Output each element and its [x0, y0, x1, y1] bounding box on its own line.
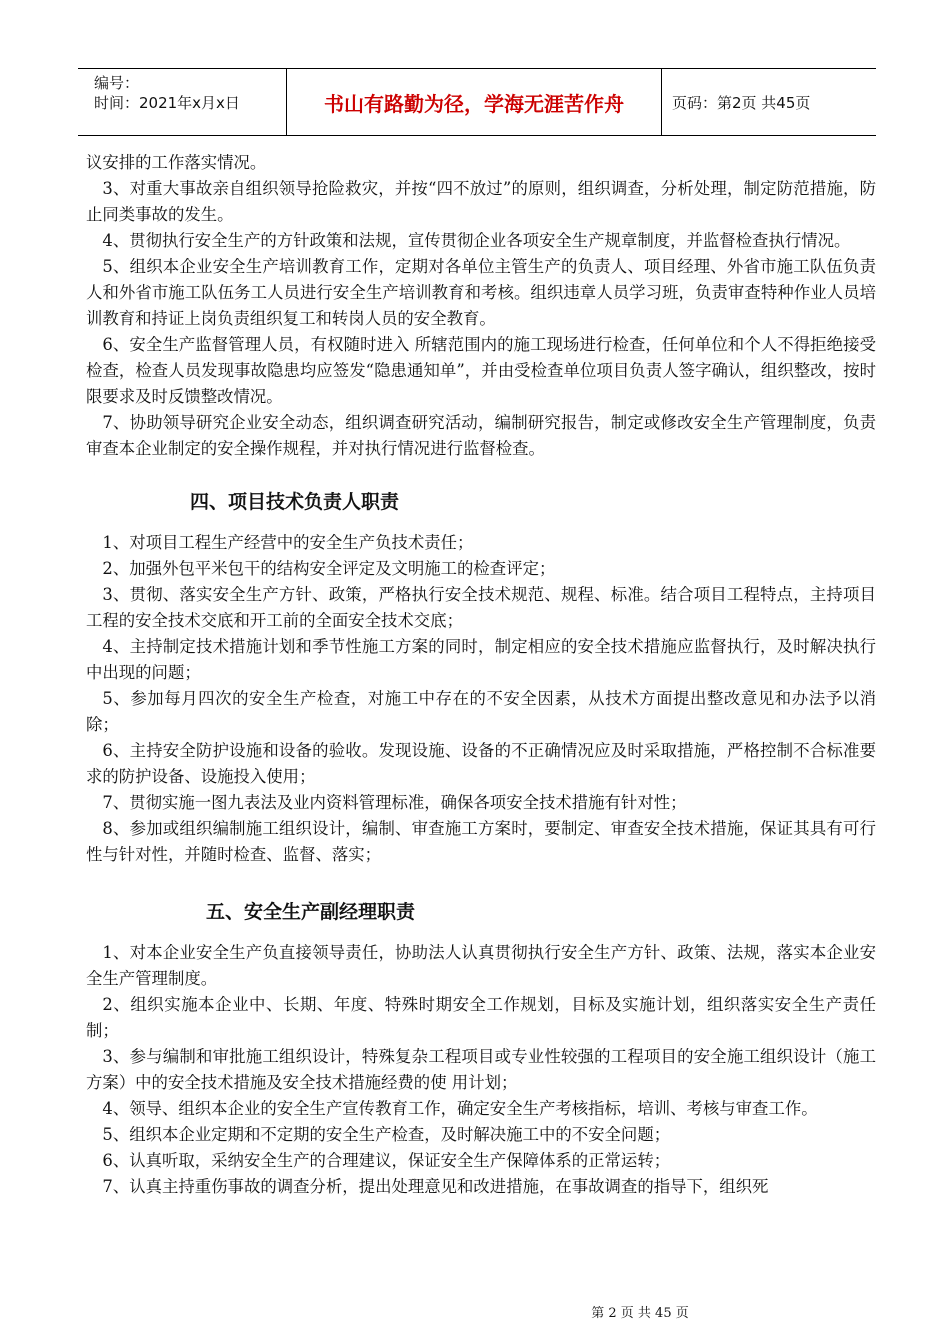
- header-motto-cell: [287, 69, 662, 135]
- header-code-label: 编号：: [94, 74, 140, 92]
- body-paragraph: 8、参加或组织编制施工组织设计，编制、审查施工方案时，要制定、审查安全技术措施，保证其具有可行性与针对性，并随时检查、监督、落实；: [86, 819, 876, 864]
- body-paragraph: 4、主持制定技术措施计划和季节性施工方案的同时，制定相应的安全技术措施应监督执行，及时解决执行中出现的问题；: [86, 637, 876, 682]
- body-paragraph: 6、主持安全防护设施和设备的验收。发现设施、设备的不正确情况应及时采取措施，严格控制不合标准要求的防护设备、设施投入使用；: [86, 741, 876, 786]
- body-paragraph: 7、贯彻实施一图九表法及业内资料管理标准，确保各项安全技术措施有针对性；: [102, 793, 687, 812]
- body-paragraph: 3、贯彻、落实安全生产方针、政策，严格执行安全技术规范、规程、标准。结合项目工程特点，主持项目工程的安全技术交底和开工前的全面安全技术交底；: [86, 585, 876, 630]
- body-paragraph: 5、组织本企业定期和不定期的安全生产检查，及时解决施工中的不安全问题；: [102, 1125, 671, 1144]
- body-paragraph: 3、参与编制和审批施工组织设计，特殊复杂工程项目或专业性较强的工程项目的安全施工组织设计（施工方案）中的安全技术措施及安全技术措施经费的使 用计划；: [86, 1047, 876, 1092]
- body-paragraph: 6、认真听取，采纳安全生产的合理建议，保证安全生产保障体系的正常运转；: [102, 1151, 671, 1170]
- header-page-cell: [662, 69, 876, 135]
- body-paragraph: 议安排的工作落实情况。: [86, 153, 267, 172]
- header-meta-cell: [78, 69, 287, 135]
- body-paragraph: 7、协助领导研究企业安全动态，组织调查研究活动，编制研究报告，制定或修改安全生产管理制度，负责审查本企业制定的安全操作规程，并对执行情况进行监督检查。: [86, 413, 876, 458]
- body-paragraph: 7、认真主持重伤事故的调查分析，提出处理意见和改进措施，在事故调查的指导下，组织死: [102, 1177, 769, 1196]
- body-paragraph: 2、组织实施本企业中、长期、年度、特殊时期安全工作规划，目标及实施计划，组织落实安全生产责任制；: [86, 995, 876, 1040]
- body-paragraph: 6、安全生产监督管理人员，有权随时进入 所辖范围内的施工现场进行检查，任何单位和个人不得拒绝接受检查，检查人员发现事故隐患均应签发“隐患通知单”，并由受检查单位项目负责人签字确认，组织整改，按时限要求及时反馈整改情况。: [86, 335, 876, 406]
- body-paragraph: 5、参加每月四次的安全生产检查，对施工中存在的不安全因素，从技术方面提出整改意见和办法予以消除；: [86, 689, 876, 734]
- body-paragraph: 1、对本企业安全生产负直接领导责任，协助法人认真贯彻执行安全生产方针、政策、法规，落实本企业安全生产管理制度。: [86, 943, 876, 988]
- body-paragraph: 1、对项目工程生产经营中的安全生产负技术责任；: [102, 533, 474, 552]
- body-paragraph: 5、组织本企业安全生产培训教育工作，定期对各单位主管生产的负责人、项目经理、外省市施工队伍负责人和外省市施工队伍务工人员进行安全生产培训教育和考核。组织违章人员学习班，负责审查特种作业人员培训教育和持证上岗负责组织复工和转岗人员的安全教育。: [86, 257, 876, 328]
- section-heading: 四、项目技术负责人职责: [190, 491, 400, 513]
- body-paragraph: 4、贯彻执行安全生产的方针政策和法规，宣传贯彻企业各项安全生产规章制度，并监督检查执行情况。: [102, 231, 851, 250]
- section-heading: 五、安全生产副经理职责: [206, 901, 416, 923]
- header-page-label: 页码：第2页 共45页: [672, 93, 811, 112]
- page-header: [78, 68, 876, 136]
- document-body: [86, 150, 876, 1200]
- header-motto: 书山有路勤为径，学海无涯苦作舟: [324, 91, 624, 116]
- body-paragraph: 3、对重大事故亲自组织领导抢险救灾，并按“四不放过”的原则，组织调查，分析处理，制定防范措施，防止同类事故的发生。: [86, 179, 876, 224]
- page-footer: [0, 1302, 950, 1321]
- body-paragraph: 2、加强外包平米包干的结构安全评定及文明施工的检查评定；: [102, 559, 556, 578]
- header-time-label: 时间：2021年x月x日: [94, 94, 240, 112]
- body-paragraph: 4、领导、组织本企业的安全生产宣传教育工作，确定安全生产考核指标，培训、考核与审查工作。: [102, 1099, 818, 1118]
- footer-page-number: 第 2 页 共 45 页: [591, 1306, 689, 1321]
